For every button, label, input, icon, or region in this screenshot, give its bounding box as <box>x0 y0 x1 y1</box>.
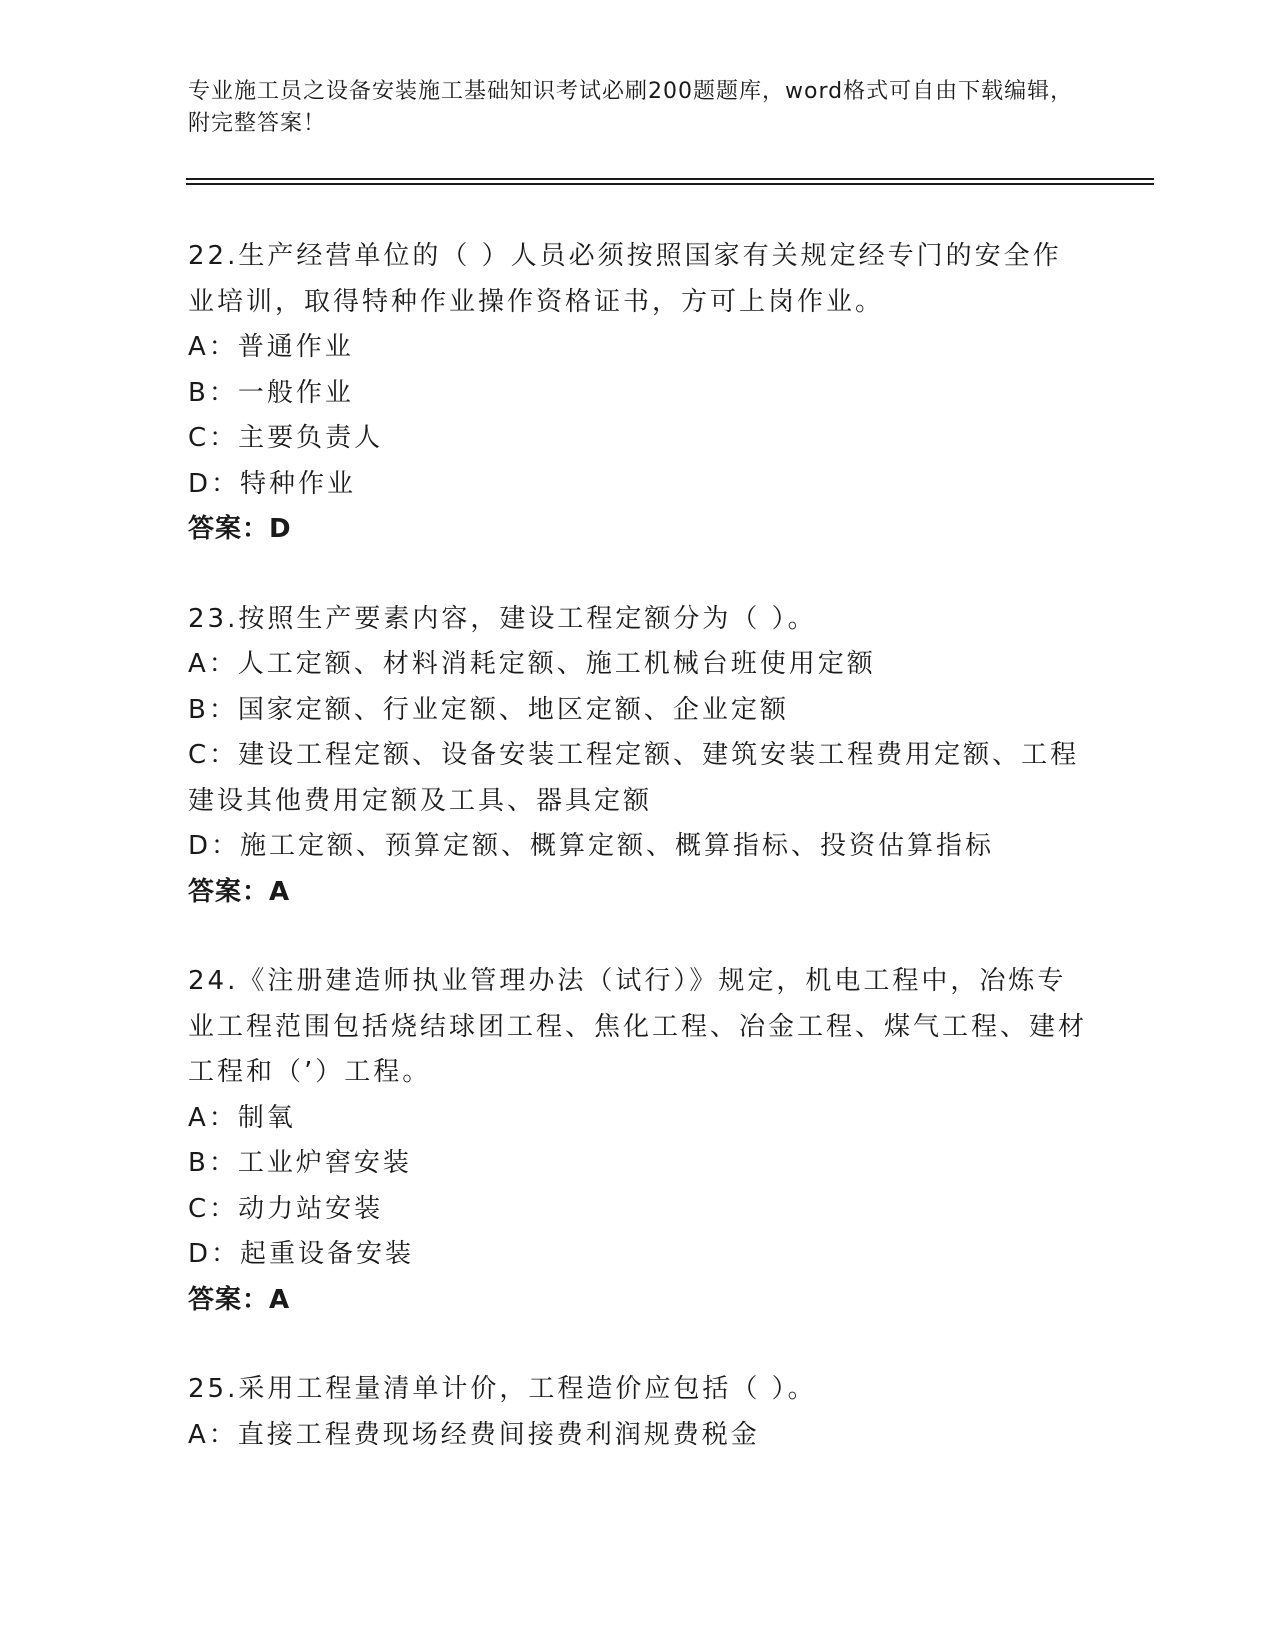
question-text: 25.采用工程量清单计价，工程造价应包括（ ）。 <box>188 1374 817 1404</box>
header-title: 专业施工员之设备安装施工基础知识考试必刷200题题库，word格式可自由下载编辑，附完整答案！ <box>188 79 1074 136</box>
answer: 答案：A <box>188 876 291 907</box>
option-a: A：直接工程费现场经费间接费利润规费税金 <box>188 1419 760 1450</box>
answer: 答案：A <box>188 1284 291 1315</box>
option-b: B：工业炉窖安装 <box>188 1148 412 1178</box>
question-text: 22.生产经营单位的（ ）人员必须按照国家有关规定经专门的安全作业培训，取得特种作业操作资格证书，方可上岗作业。 <box>188 241 1062 317</box>
question-text: 24.《注册建造师执业管理办法（试行）》规定，机电工程中，冶炼专业工程范围包括烧结球团工程、焦化工程、冶金工程、煤气工程、建材工程和（’）工程。 <box>188 966 1088 1087</box>
option-c: C：动力站安装 <box>188 1193 384 1224</box>
question-23 <box>188 597 1088 916</box>
question-22 <box>188 234 1088 553</box>
option-a: A：人工定额、材料消耗定额、施工机械台班使用定额 <box>188 649 876 679</box>
header-rule-top <box>186 178 1154 180</box>
option-d: D：施工定额、预算定额、概算定额、概算指标、投资估算指标 <box>188 831 995 861</box>
option-c: C：主要负责人 <box>188 423 384 453</box>
option-c: C：建设工程定额、设备安装工程定额、建筑安装工程费用定额、工程建设其他费用定额及工具、器具定额 <box>188 740 1080 816</box>
question-text: 23.按照生产要素内容，建设工程定额分为（ ）。 <box>188 603 817 634</box>
option-b: B：国家定额、行业定额、地区定额、企业定额 <box>188 694 789 725</box>
option-d: D：特种作业 <box>188 468 357 499</box>
option-b: B：一般作业 <box>188 377 354 408</box>
option-a: A：普通作业 <box>188 332 354 362</box>
document-header <box>188 76 1088 140</box>
option-a: A：制氧 <box>188 1102 296 1133</box>
answer: 答案：D <box>188 514 292 544</box>
option-d: D：起重设备安装 <box>188 1239 415 1269</box>
question-list <box>188 234 1088 1502</box>
header-rule-bottom <box>186 183 1154 185</box>
question-25 <box>188 1367 1088 1458</box>
question-24 <box>188 959 1088 1323</box>
